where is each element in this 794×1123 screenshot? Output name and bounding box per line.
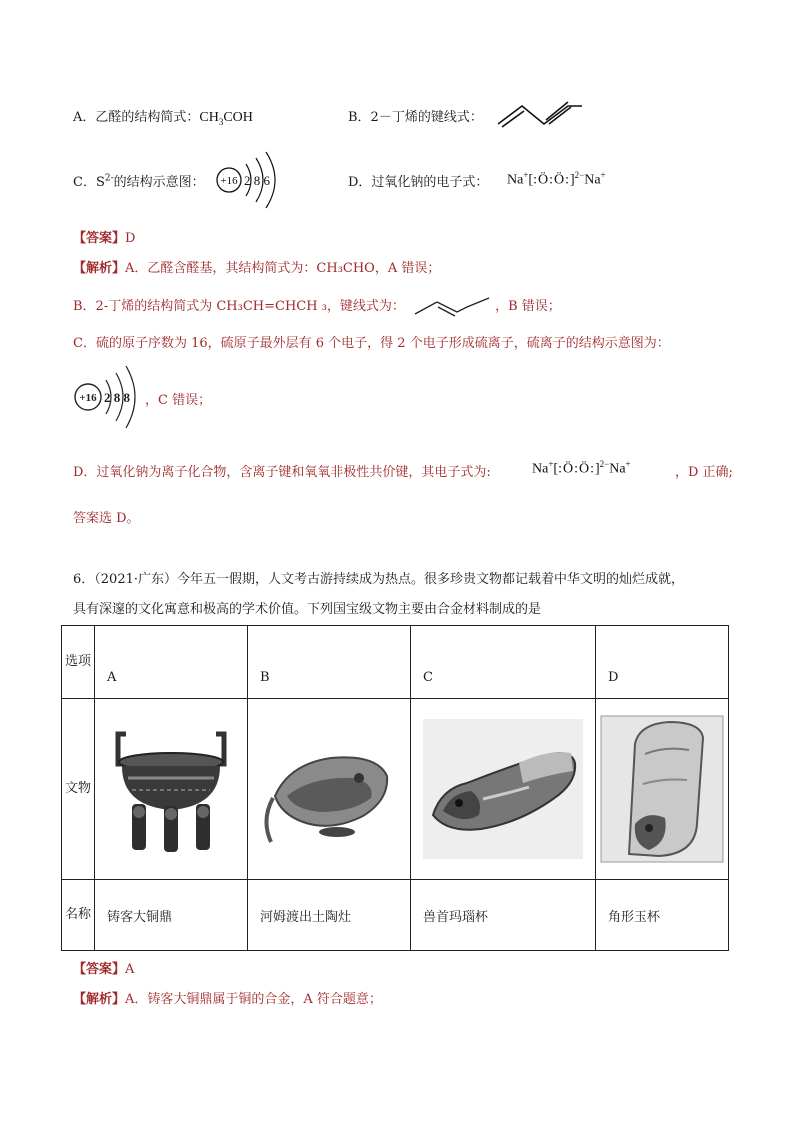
q6-answer bbox=[73, 958, 134, 977]
table-row-names bbox=[62, 880, 729, 951]
option-c-charge: 2- bbox=[104, 173, 114, 184]
option-col-d: D bbox=[596, 626, 729, 699]
s2-correct-shells: 2 8 8 bbox=[104, 390, 130, 405]
q6-answer-tag: 【答案】 bbox=[73, 962, 126, 977]
relic-name-c: 兽首玛瑙杯 bbox=[411, 880, 596, 951]
na2o2-electron-formula-correct: Na+[:Ö:Ö:]$^{2-}$Na+ bbox=[532, 459, 631, 477]
q5-analysis-a-text: A．乙醛含醛基，其结构简式为：CH₃CHO，A 错误； bbox=[125, 261, 441, 276]
option-col-b: B bbox=[248, 626, 411, 699]
q5-answer-value: D bbox=[125, 231, 136, 246]
2-butene-skeletal-formula bbox=[494, 98, 586, 130]
q5-analysis-d bbox=[73, 461, 491, 480]
q5-analysis-d-post: ，D 正确; bbox=[675, 465, 733, 480]
relic-name-b: 河姆渡出土陶灶 bbox=[248, 880, 411, 951]
option-c-label: C．S bbox=[73, 175, 105, 190]
q6-stem-line2: 具有深邃的文化寓意和极高的学术价值。下列国宝级文物主要由合金材料制成的是 bbox=[73, 602, 542, 617]
q5-conclusion: 答案选 D。 bbox=[73, 511, 140, 526]
q5-analysis-d-pre: D．过氧化钠为离子化合物，含离子键和氧氧非极性共价键，其电子式为: bbox=[73, 465, 491, 480]
s2-correct-nucleus: +16 bbox=[79, 392, 97, 404]
q5-analysis-b-post: ，B 错误； bbox=[495, 299, 561, 314]
s2-nucleus: +16 bbox=[220, 175, 238, 187]
s2-structure-diagram-correct bbox=[72, 364, 144, 430]
option-d bbox=[348, 171, 488, 190]
q6-analysis-a bbox=[73, 988, 382, 1007]
q6-analysis-tag: 【解析】 bbox=[73, 992, 126, 1007]
row-header-relics: 文物 bbox=[62, 699, 95, 880]
q5-answer-tag: 【答案】 bbox=[73, 231, 126, 246]
s2-shells: 2 8 6 bbox=[244, 173, 270, 188]
q5-analysis-b bbox=[73, 295, 561, 318]
q6-stem-line1: 6．（2021·广东）今年五一假期，人文考古游持续成为热点。很多珍贵文物都记载着中华文明的灿烂成就， bbox=[73, 572, 684, 587]
2-butene-skeletal-correct bbox=[411, 296, 493, 318]
q5-analysis-a bbox=[73, 257, 440, 276]
q6-answer-value: A bbox=[125, 962, 135, 977]
relic-name-d: 角形玉杯 bbox=[596, 880, 729, 951]
relic-image-jade-horn-cup bbox=[596, 699, 729, 880]
option-col-a: A bbox=[95, 626, 248, 699]
s2-structure-diagram-wrong bbox=[212, 150, 282, 210]
option-a-label: A．乙醛的结构简式： bbox=[73, 110, 200, 125]
q5-analysis-b-pre: B．2-丁烯的结构简式为 CH₃CH=CHCH ₃，键线式为： bbox=[73, 299, 405, 314]
relic-table bbox=[61, 625, 729, 951]
relic-image-bronze-ding bbox=[95, 699, 248, 880]
na2o2-electron-formula: Na+[:Ö:Ö:]$^{2-}$Na+ bbox=[507, 170, 606, 188]
option-d-label: D．过氧化钠的电子式： bbox=[348, 175, 489, 190]
q6-analysis-a-text: A．铸客大铜鼎属于铜的合金，A 符合题意； bbox=[125, 992, 382, 1007]
row-header-options: 选项 bbox=[62, 626, 95, 699]
q5-analysis-c bbox=[73, 332, 670, 351]
option-c-label-rest: 的结构示意图： bbox=[113, 175, 205, 190]
option-a bbox=[73, 106, 253, 127]
relic-image-pottery-stove bbox=[248, 699, 411, 880]
q5-analysis-c-text: C．硫的原子序数为 16，硫原子最外层有 6 个电子，得 2 个电子形成硫离子，硫离子的结构示意图为： bbox=[73, 336, 670, 351]
option-col-c: C bbox=[411, 626, 596, 699]
row-header-names: 名称 bbox=[62, 880, 95, 951]
q5-analysis-tag: 【解析】 bbox=[73, 261, 126, 276]
q5-analysis-c-post: ，C 错误； bbox=[145, 393, 212, 408]
option-a-formula: $CH_3COH$ bbox=[199, 110, 253, 127]
relic-name-a: 铸客大铜鼎 bbox=[95, 880, 248, 951]
option-b bbox=[348, 106, 483, 125]
relic-image-agate-cup bbox=[411, 699, 596, 880]
table-row-relics bbox=[62, 699, 729, 880]
option-b-label: B．2－丁烯的键线式： bbox=[348, 110, 483, 125]
q5-answer bbox=[73, 227, 135, 246]
option-c bbox=[73, 171, 205, 190]
table-row-options bbox=[62, 626, 729, 699]
